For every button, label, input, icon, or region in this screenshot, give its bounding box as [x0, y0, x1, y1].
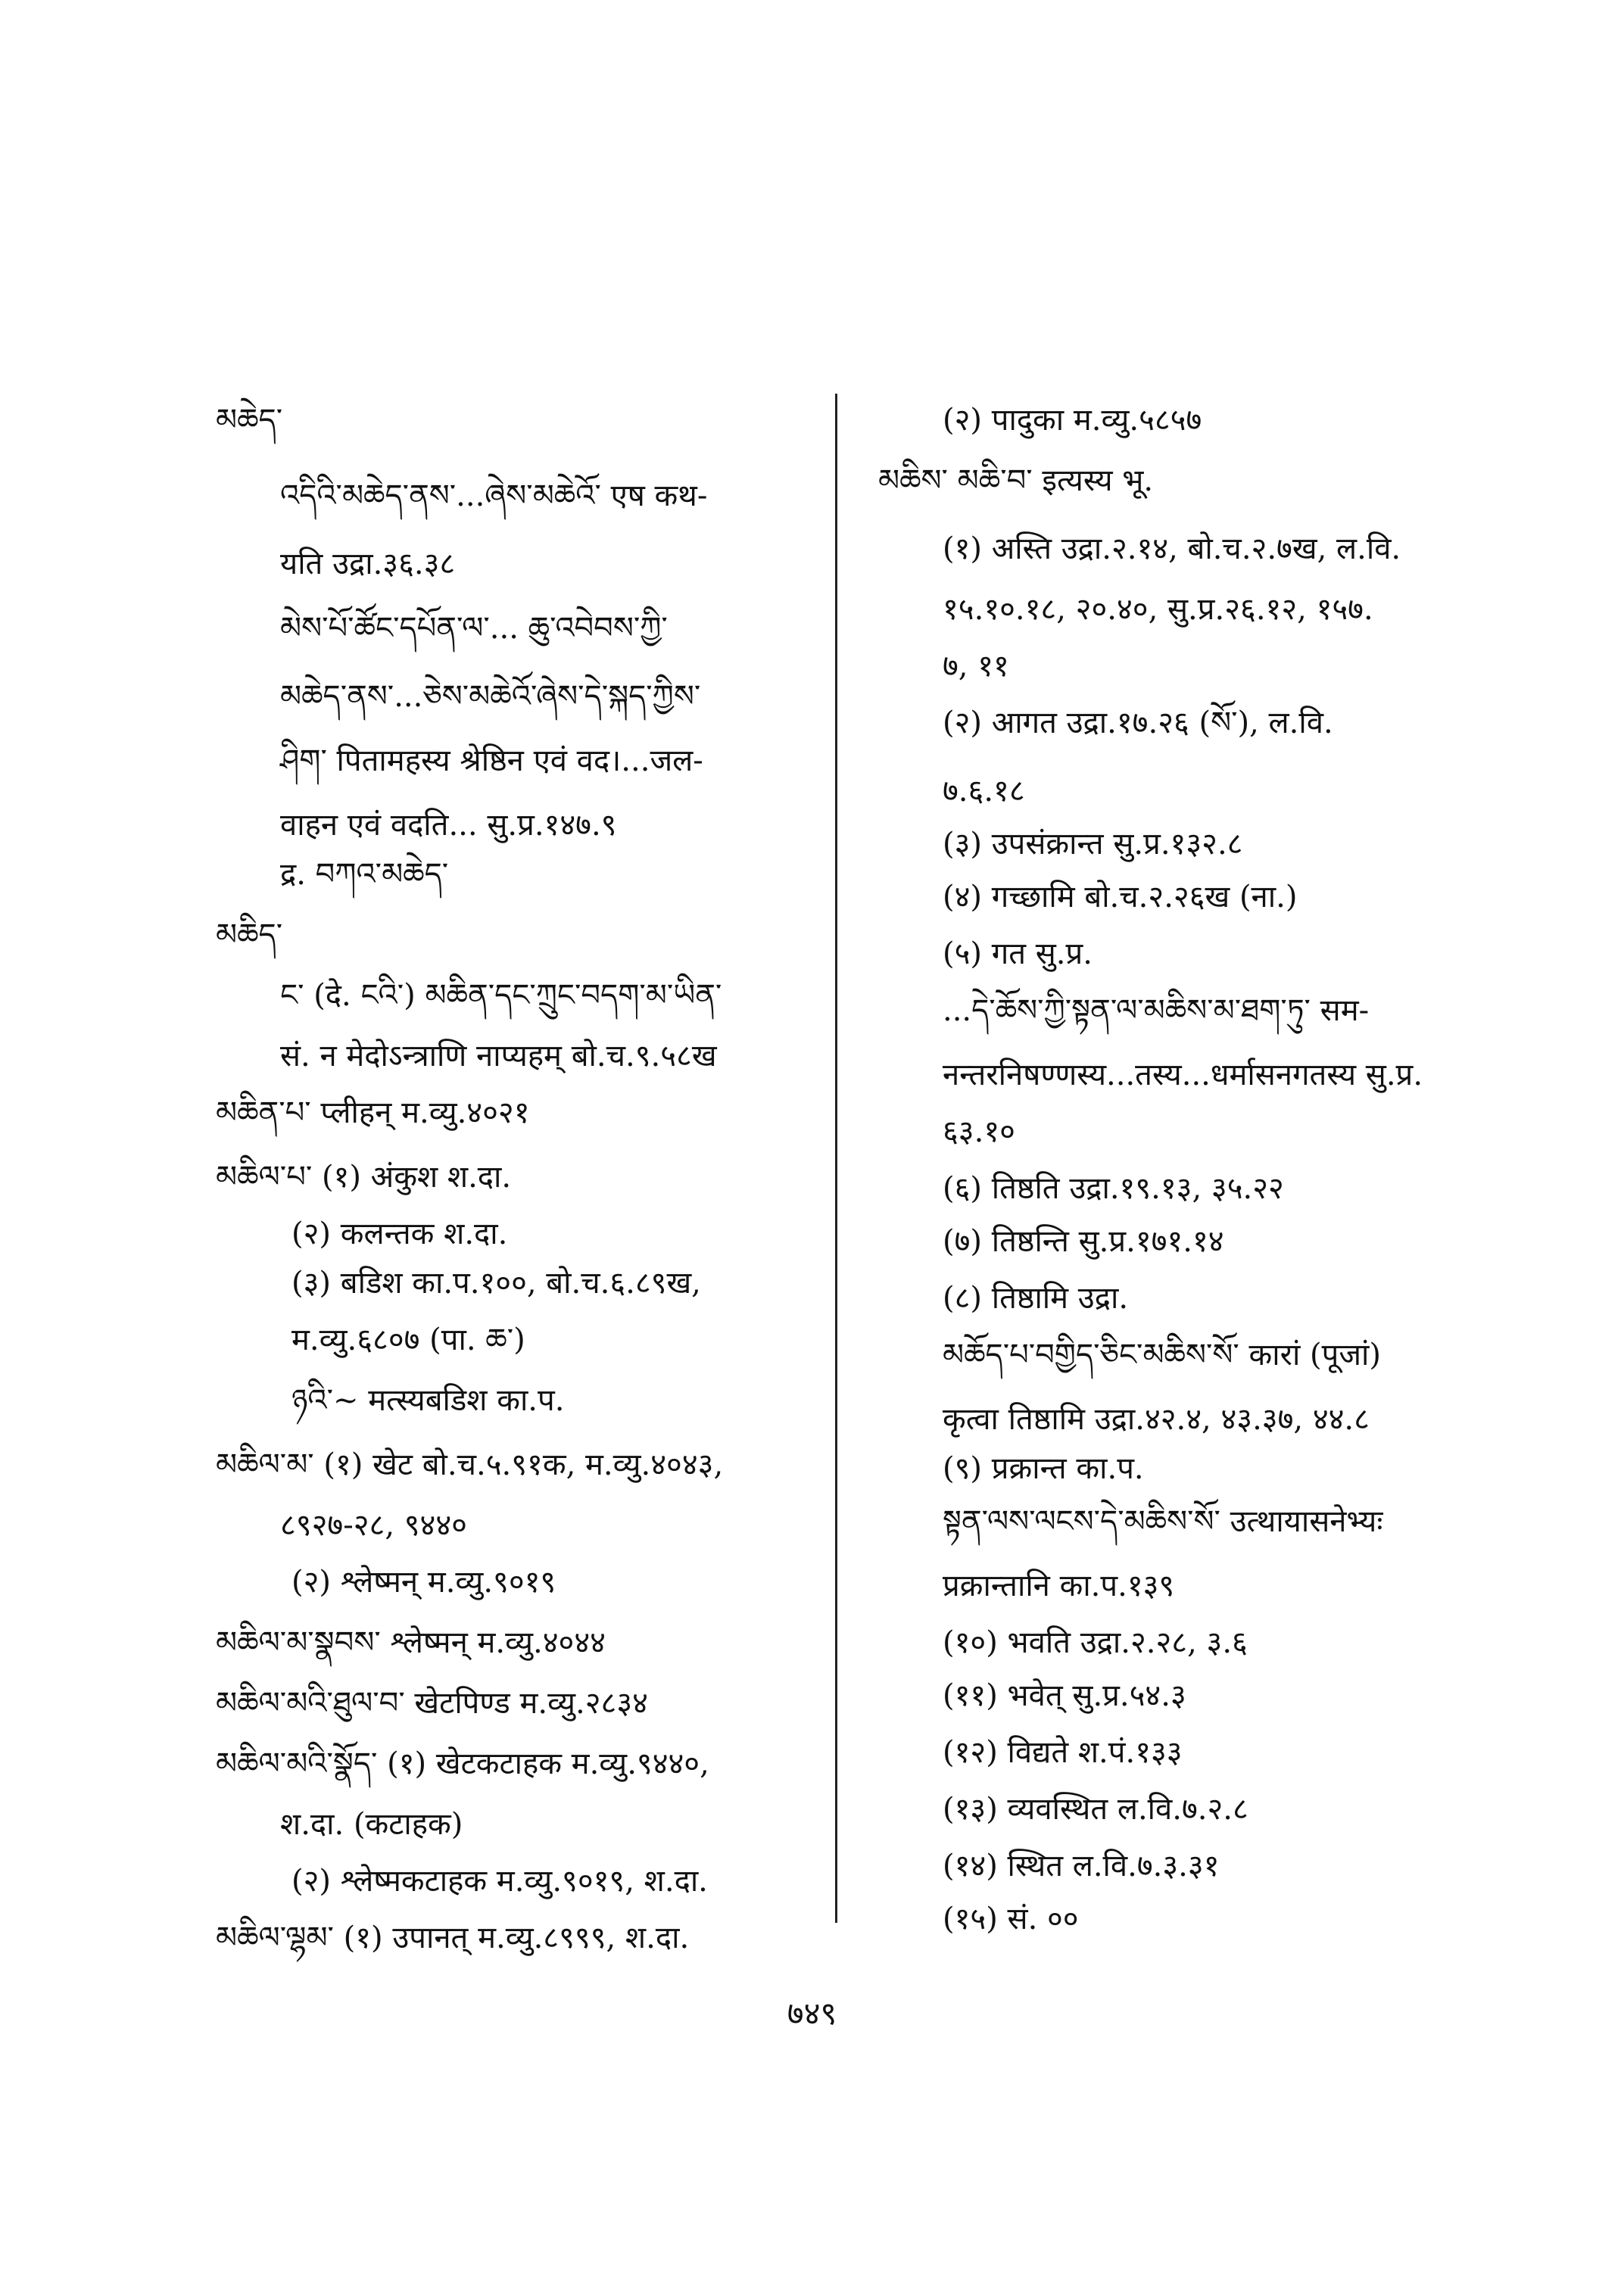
dictionary-entry-line: (५) गत सु.प्र. [943, 936, 1093, 971]
dictionary-entry-line: (६) तिष्ठति उद्रा.१९.१३, ३५.२२ [943, 1171, 1284, 1206]
dictionary-entry-line: (८) तिष्ठामि उद्रा. [943, 1281, 1129, 1316]
dictionary-entry-line: श.दा. (कटाहक) [280, 1807, 463, 1842]
dictionary-entry-line: མེས་པོ་ཚོང་དཔོན་ལ་... ཆུ་འབེབས་ཀྱི་ [280, 611, 668, 646]
dictionary-entry-line: (१०) भवति उद्रा.२.२८, ३.६ [943, 1625, 1248, 1660]
dictionary-entry-line: (२) श्लेष्मन् म.व्यु.९०१९ [291, 1565, 556, 1600]
page-number: ७४९ [787, 1995, 837, 2032]
dictionary-headword-line: མཆེད་ [216, 403, 283, 438]
dictionary-headword-line: མཆིལ་མའི་ཐུལ་བ་ खेटपिण्ड म.व्यु.२८३४ [216, 1686, 648, 1721]
dictionary-entry-line: (१) अस्ति उद्रा.२.१४, बो.च.२.७ख, ल.वि. [943, 531, 1401, 566]
dictionary-entry-line: ཉའི་~ मत्स्यबडिश का.प. [291, 1383, 565, 1418]
dictionary-entry-line: ६३.१० [943, 1114, 1015, 1149]
dictionary-entry-line: ७, ११ [943, 649, 1009, 684]
dictionary-entry-line: (१४) स्थित ल.वि.७.३.३१ [943, 1849, 1220, 1883]
dictionary-entry-line: (३) उपसंक्रान्त सु.प्र.१३२.८ [943, 827, 1243, 861]
dictionary-entry-line: (९) प्रक्रान्त का.प. [943, 1451, 1144, 1486]
column-divider [835, 394, 837, 1923]
dictionary-entry-line: म.व्यु.६८०७ (पा. ཆ་) [291, 1323, 525, 1357]
dictionary-entry-line: (७) तिष्ठन्ति सु.प्र.१७१.१४ [943, 1224, 1224, 1259]
dictionary-entry-line: ང་ (दे. ངའི་) མཆིན་དང་ཀྲུང་བདག་མ་ཡིན་ [280, 978, 722, 1013]
dictionary-entry-line: (१२) विद्यते श.पं.१३३ [943, 1735, 1183, 1770]
dictionary-entry-line: १५.१०.१८, २०.४०, सु.प्र.२६.१२, १५७. [943, 592, 1373, 627]
dictionary-entry-line: द्र. བཀའ་མཆེད་ [280, 857, 449, 892]
dictionary-entry-line: མཆོད་པ་བགྱིད་ཅིང་མཆིས་སོ་ कारां (पूजां) [943, 1338, 1382, 1372]
dictionary-headword-line: མཆིལ་མའི་སྣོད་ (१) खेटकटाहक म.व्यु.९४४०, [216, 1746, 709, 1781]
dictionary-entry-line: ७.६.१८ [943, 774, 1025, 808]
dictionary-entry-line: ...དེ་ཆོས་ཀྱི་སྟན་ལ་མཆིས་མ་ཐག་ཏུ་ सम- [943, 993, 1370, 1028]
dictionary-entry-line: (१५) सं. ०० [943, 1902, 1079, 1936]
dictionary-headword-line: མཆིལ་པ་ (१) अंकुश श.दा. [216, 1160, 512, 1195]
dictionary-entry-line: (२) पादुका म.व्यु.५८५७ [943, 403, 1202, 438]
dictionary-entry-line: कृत्वा तिष्ठामि उद्रा.४२.४, ४३.३७, ४४.८ [943, 1402, 1370, 1437]
dictionary-headword-line: མཆིན་པ་ प्लीहन् म.व्यु.४०२१ [216, 1095, 530, 1130]
dictionary-entry-line: (४) गच्छामि बो.च.२.२६ख (ना.) [943, 880, 1298, 914]
dictionary-headword-line: མཆིལ་ལྷམ་ (१) उपानत् म.व्यु.८९९९, श.दा. [216, 1921, 690, 1955]
dictionary-headword-line: མཆིལ་མ་ (१) खेट बो.च.५.९१क, म.व्यु.४०४३, [216, 1447, 724, 1482]
dictionary-entry-line: (३) बडिश का.प.१००, बो.च.६.८९ख, [291, 1266, 701, 1301]
dictionary-entry-line: (२) कलन्तक श.दा. [291, 1217, 508, 1251]
dictionary-entry-line: वाहन एवं वदति... सु.प्र.१४७.९ [280, 808, 617, 843]
dictionary-entry-line: སྟན་ལས་ལངས་དེ་མཆིས་སོ་ उत्थायासनेभ्यः [943, 1504, 1383, 1539]
dictionary-entry-line: མཆེད་ནས་...ཅེས་མཆེའོ་ཞེས་དེ་སྐད་ཀྱིས་ [280, 679, 701, 714]
dictionary-headword-line: མཆིལ་མ་སྣབས་ श्लेष्मन् म.व्यु.४०४४ [216, 1625, 606, 1660]
dictionary-entry-line: नन्तरनिषण्णस्य...तस्य...धर्मासनगतस्य सु.प्र. [943, 1058, 1423, 1092]
dictionary-entry-line: འདིའི་མཆེད་ནས་...ཞེས་མཆེའོ་ एष कथ- [280, 478, 708, 513]
dictionary-headword-line: མཆིས་ མཆི་བ་ इत्यस्य भू. [878, 463, 1154, 498]
dictionary-entry-line: सं. न मेदोऽन्त्राणि नाप्यहम् बो.च.९.५८ख [280, 1039, 717, 1073]
dictionary-entry-line: (१३) व्यवस्थित ल.वि.७.२.८ [943, 1792, 1248, 1827]
dictionary-entry-line: प्रक्रान्तानि का.प.१३९ [943, 1569, 1175, 1603]
dictionary-entry-line: ཤིག་ पितामहस्य श्रेष्ठिन एवं वद।...जल- [280, 743, 703, 778]
dictionary-entry-line: (११) भवेत् सु.प्र.५४.३ [943, 1678, 1186, 1713]
dictionary-headword-line: མཆིད་ [216, 918, 283, 952]
dictionary-entry-line: (२) आगत उद्रा.१७.२६ (སོ་), ल.वि. [943, 706, 1333, 740]
dictionary-entry-line: यति उद्रा.३६.३८ [280, 547, 456, 581]
dictionary-entry-line: ८९२७-२८, ९४४० [280, 1508, 467, 1543]
dictionary-entry-line: (२) श्लेष्मकटाहक म.व्यु.९०१९, श.दा. [291, 1864, 708, 1899]
